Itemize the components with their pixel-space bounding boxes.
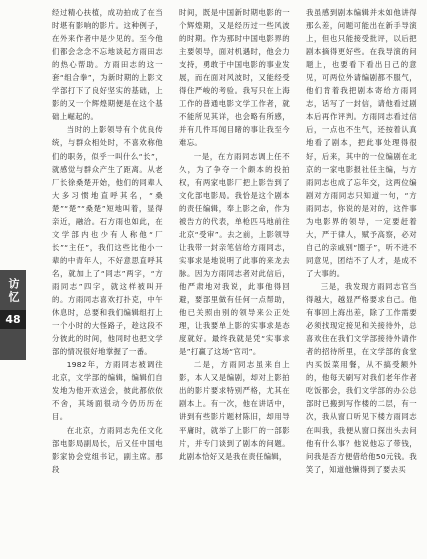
paragraph: 当时的上影领导有个优良传统，与群众相处时，不喜欢称他们的职务，似乎一叫什么“长”，就感觉与群众产生了距离。从老厂长徐桑楚开始，他们的同辈人大多习惯地直呼其名，“桑楚”“楚”“桑楚”短地叫着，显得亲近，融洽。石方雨也如此，在文学部内也少有人称他“厂长”“主任”，我们这些比他小一辈的中青年人，不好意思直呼其名，就加上了“同志”两字，“方雨同志”四字，就这样被叫开的。方雨同志喜欢打扑克，中午休息时，总要和我们编辑组打上一个小时的大怪路子，趁这段不分彼此的时间，他同时也把文学部的情况很好地掌握了一番。 (52, 125, 163, 357)
section-tab (0, 270, 26, 360)
paragraph: 二是，方雨同志虽来自上影，本人又是编剧，却对上影拍出的影片要求特别严格，尤其在剧本上。有一次，他在讲话中，讲到有些影片题材陈旧，却用导平庸时，就举了上影厂的一部影片，并专门谈到了剧本的问题。此剧本恰好又是我在责任编辑， (179, 360, 290, 461)
paragraph: 三是，我发现方雨同志官当得越大，越显严格要求自己。他有事回上海出差，除了工作需要必须找现定接见和关接待外，总喜欢住在我们文学部接待外请作者的招待所里，在文学部的食堂内买饭菜用餐，从不搞受额外的，他每天刷写对我们老年作者吃饭都会，我们文学部的办公总部时已搬到写作楼的二层，有一次，我从窗口听见下楼方雨同志在叫我，我便从窗口探出头去问他有什么事？他说他忘了带钱，问我是否方便借给他50元钱。我笑了，知道他懒得到了要去买 (306, 281, 417, 474)
page-number: 48 (0, 310, 26, 329)
text-column-2 (179, 6, 290, 553)
text-column-3 (306, 6, 417, 553)
paragraph: 经过精心扶植，成功拍成了在当时堪有影响的影片。这种例子，在外来作者中是少见的。至今他们都会念念不忘地谈起方雨田志的热心帮助。方雨田志的这一套“组合拳”，为新时期的上影文学部打下了良好坚实的基础，上影的又一个辉煌期便是在这个基础上崛起的。 (52, 8, 163, 122)
paragraph: 时间，既是中国新时期电影的一个辉煌期，又是经历过一些风波的时期。作为那时中国电影界的主要领导，面对机遇时，他会力支持，勇敢于中国电影的事业发展，而在面对风波时，又能经受得住严峻的考验。我写只在上海工作的普通电影文学工作者，就不能所见其详，也会略有所感，并有几件耳闻目睹的事让我至今难忘。 (179, 8, 290, 148)
section-title: 访忆 (7, 278, 20, 304)
text-column-1 (52, 6, 163, 553)
text-columns (52, 6, 417, 553)
paragraph: 1982年，方雨同志被调往北京，文学部的编辑，编辑们自发地为他开欢送会，彼此都依依不舍，其场面很动今仍历历在目。 (52, 360, 163, 422)
paragraph: 在北京，方雨同志先任文化部电影局副局长，后又任中国电影家协会党组书记，副主席。那段 (52, 425, 163, 474)
paragraph: 一是，在方雨同志调上任不久，为了争夺一个颇本的投拍权，有两家电影厂把上影告到了文化部电影局。我恰是这个剧本的责任编辑，奉上影之命，作为被告方的代表，单枪匹马地前往北京“受审”。去之前，上影领导让我带一封亲笔信给方雨同志，实事求是地说明了此事的来龙去脉。因为方雨同志者对此信后，他严肃地对我说，此事他得回避，要部里做有任何一点帮助，他已关照由别的领导来公正处理，让我要单上影的实事求是态度就好。最终我就是凭“实事求是”打赢了这场“官司”。 (179, 151, 290, 357)
paragraph: 我虽感到剧本编辑并未如他讲得那么差，问题可能出在新手导演上，但也只能接受批评，以后把剧本摘得更好些。在我导演的问题上，也要看下看出日己的意见，可两位外请编剧都不服气，他们肯着我把剧本寄给方雨同志，话写了一封信，请他看过剧本后再作评判。方雨同志看过信后，一点也不生气，还按着认真地看了剧本，把此事处理得很好，后来，其中的一位编剧在北京的一家电影报社任主编，与方雨同志也成了忘年交，这两位编剧对方雨同志只知道一句，“方雨同志，你说的是对的，这件事为电影界的领导，一定要赶着大，严于律人，赋予高察，必对自己的亲戚别“圈子”，听不进不同意见，团结不了人才，是成不了大事的。 (306, 8, 417, 278)
